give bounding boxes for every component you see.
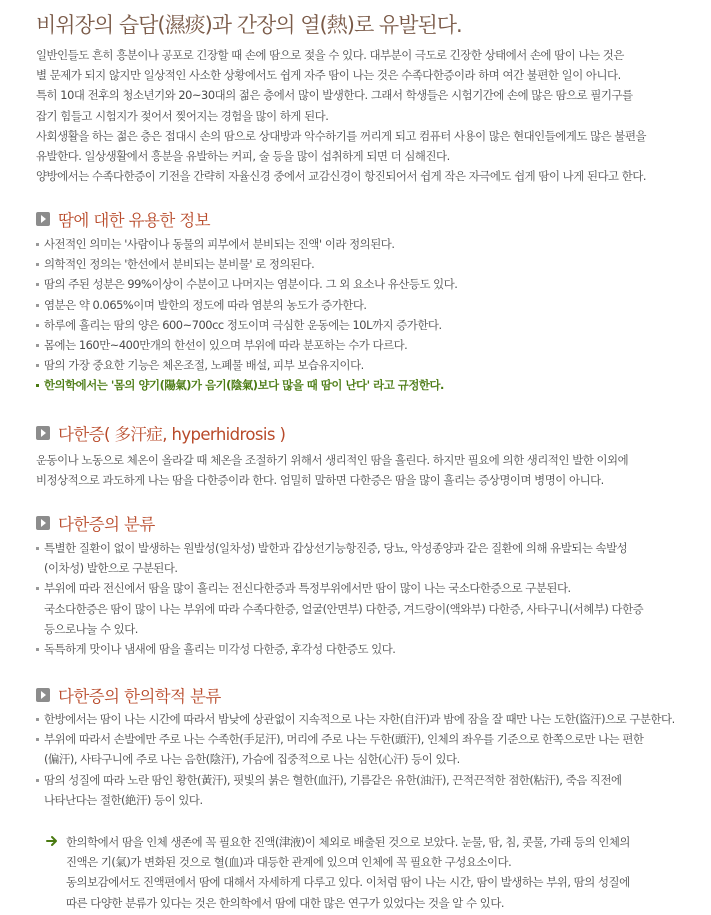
list-item-text: 땀의 가장 중요한 기능은 체온조절, 노폐물 배설, 피부 보습유지이다.: [44, 358, 364, 373]
bullet-icon: [36, 243, 39, 246]
play-box-icon: [36, 516, 50, 530]
intro-line: 일반인들도 흔히 흥분이나 공포로 긴장할 때 손에 땀으로 젖을 수 있다. 대부분이 극도로 긴장한 상태에서 손에 땀이 나는 것은: [36, 48, 624, 62]
list-item: [36, 639, 708, 659]
list-item: [36, 274, 708, 294]
list-item-text: 한의학에서는 '몸의 양기(陽氣)가 음기(陰氣)보다 많을 때 땀이 난다' 라고 규정한다.: [44, 378, 444, 393]
list-item-text: 의학적인 정의는 '한선에서 분비되는 분비물' 로 정의된다.: [44, 257, 315, 272]
list-item-text: 땀의 성질에 따라 노란 땀인 황한(黃汗), 핏빛의 붉은 혈한(血汗), 기름같은 유한(油汗), 끈적끈적한 점한(粘汗), 죽음 직전에: [44, 772, 622, 787]
list-item-text: 땀의 주된 성분은 99%이상이 수분이고 나머지는 염분이다. 그 외 요소나 유산등도 있다.: [44, 277, 458, 292]
list-item-text: 사전적인 의미는 '사람이나 동물의 피부에서 분비되는 진액' 이라 정의된다.: [44, 237, 395, 251]
bullet-icon: [36, 648, 39, 651]
note-line: 동의보감에서도 진액편에서 땀에 대해서 자세하게 다루고 있다. 이처럼 땀이 나는 시간, 땀이 발생하는 부위, 땀의 성질에: [66, 875, 630, 890]
section-sweat-info: [36, 207, 708, 396]
section-title: 다한증( 多汗症, hyperhidrosis ): [58, 425, 286, 444]
list-item: [36, 709, 708, 729]
summary-note: [46, 832, 696, 913]
intro-line: 유발한다. 일상생활에서 흥분을 유발하는 커피, 술 등을 많이 섭취하게 되면 더 심해진다.: [36, 148, 450, 163]
paragraph-line: 비정상적으로 과도하게 나는 땀을 다한증이라 한다. 엄밀히 말하면 다한증은 땀을 많이 흘리는 증상명이며 병명이 아니다.: [36, 473, 604, 488]
note-line: 한의학에서 땀을 인체 생존에 꼭 필요한 진액(津液)이 체외로 배출된 것으로 보았다. 눈물, 땀, 침, 콧물, 가래 등의 인체의: [66, 835, 630, 849]
intro-line: 잡기 힘들고 시험지가 젖어서 찢어지는 경험을 많이 하게 된다.: [36, 108, 329, 123]
play-box-icon: [36, 426, 50, 440]
list-item-text: 등으로나눌 수 있다.: [44, 621, 138, 636]
bullet-icon: [36, 587, 39, 590]
section-title: 땀에 대한 유용한 정보: [58, 211, 210, 230]
list-item-text: 국소다한증은 땀이 많이 나는 부위에 따라 수족다한증, 얼굴(안면부) 다한증, 겨드랑이(액와부) 다한증, 사타구니(서혜부) 다한증: [44, 601, 644, 616]
paragraph-line: 운동이나 노동으로 체온이 올라갈 때 체온을 조절하기 위해서 생리적인 땀을 흘린다. 하지만 필요에 의한 생리적인 발한 이외에: [36, 453, 629, 467]
section-classification: [36, 511, 708, 659]
list-item-text: (偏汗), 사타구니에 주로 나는 음한(陰汗), 가슴에 집중적으로 나는 심한(心汗) 등이 있다.: [44, 752, 460, 767]
bullet-icon: [36, 384, 39, 387]
list-item: [36, 234, 708, 254]
bullet-list: [36, 538, 708, 659]
list-item-text: 몸에는 160만~400만개의 한선이 있으며 부위에 따라 분포하는 수가 다르다.: [44, 337, 408, 352]
bullet-icon: [36, 738, 39, 741]
bullet-list: [36, 234, 708, 396]
list-item: [36, 295, 708, 315]
section-oriental-classification: [36, 683, 708, 810]
list-item-text: 염분은 약 0.065%이며 발한의 정도에 따라 염분의 농도가 증가한다.: [44, 297, 367, 312]
list-item: [36, 578, 708, 639]
section-heading: [36, 683, 708, 707]
list-item-text: 부위에 따라서 손발에만 주로 나는 수족한(手足汗), 머리에 주로 나는 두한(頭汗), 인체의 좌우를 기준으로 한쪽으로만 나는 편한: [44, 732, 644, 747]
list-item: [36, 729, 708, 769]
section-heading: [36, 421, 708, 445]
list-item: [36, 335, 708, 355]
bullet-icon: [36, 283, 39, 286]
list-item-text: 부위에 따라 전신에서 땀을 많이 흘리는 전신다한증과 특정부위에서만 땀이 많이 나는 국소다한증으로 구분된다.: [44, 581, 571, 596]
note-text: [66, 832, 696, 913]
list-item: [36, 315, 708, 335]
section-heading: [36, 207, 708, 231]
list-item: [36, 538, 708, 578]
section-heading: [36, 511, 708, 535]
list-item-text: (이차성) 발한으로 구분된다.: [44, 561, 178, 576]
bullet-icon: [36, 547, 39, 550]
bullet-icon: [36, 263, 39, 266]
list-item-text: 특별한 질환이 없이 발생하는 원발성(일차성) 발한과 갑상선기능항진증, 당뇨, 악성종양과 같은 질환에 의해 유발되는 속발성: [44, 541, 628, 555]
intro-line: 별 문제가 되지 않지만 일상적인 사소한 상황에서도 쉽게 자주 땀이 나는 것은 수족다한증이라 하며 여간 불편한 일이 아니다.: [36, 68, 621, 83]
page-title: 비위장의 습담(濕痰)과 간장의 열(熱)로 유발된다.: [36, 13, 462, 37]
bullet-icon: [36, 779, 39, 782]
bullet-icon: [36, 344, 39, 347]
note-line: 진액은 기(氣)가 변화된 것으로 혈(血)과 대등한 관계에 있으며 인체에 꼭 필요한 구성요소이다.: [66, 855, 512, 870]
bullet-icon: [36, 304, 39, 307]
list-item-text: 나타난다는 절한(絶汗) 등이 있다.: [44, 792, 203, 807]
bullet-list: [36, 709, 708, 810]
right-arrow-icon: [46, 834, 60, 848]
section-title: 다한증의 분류: [58, 515, 155, 534]
list-item-highlight: [36, 375, 708, 395]
section-paragraph: [36, 450, 708, 490]
bullet-icon: [36, 324, 39, 327]
list-item-text: 한방에서는 땀이 나는 시간에 따라서 밤낮에 상관없이 지속적으로 나는 자한(自汗)과 밤에 잠을 잘 때만 나는 도한(盜汗)으로 구분한다.: [44, 712, 675, 726]
play-box-icon: [36, 212, 50, 226]
list-item: [36, 770, 708, 810]
bullet-icon: [36, 364, 39, 367]
section-title: 다한증의 한의학적 분류: [58, 687, 221, 706]
bullet-icon: [36, 718, 39, 721]
list-item-text: 하루에 흘리는 땀의 양은 600~700cc 정도이며 극심한 운동에는 10L까지 증가한다.: [44, 317, 442, 332]
section-hyperhidrosis: [36, 421, 708, 490]
list-item-text: 독특하게 맛이나 냄새에 땀을 흘리는 미각성 다한증, 후각성 다한증도 있다.: [44, 641, 396, 656]
play-box-icon: [36, 688, 50, 702]
list-item: [36, 355, 708, 375]
intro-paragraph: [36, 45, 708, 186]
intro-line: 사회생활을 하는 젊은 층은 접대시 손의 땀으로 상대방과 악수하기를 꺼리게 되고 컴퓨터 사용이 많은 현대인들에게도 많은 불편을: [36, 128, 647, 143]
intro-line: 특히 10대 전후의 청소년기와 20~30대의 젊은 층에서 많이 발생한다. 그래서 학생들은 시험기간에 손에 많은 땀으로 필기구를: [36, 88, 633, 103]
intro-line: 양방에서는 수족다한증이 기전을 간략히 자율신경 중에서 교감신경이 항진되어서 쉽게 작은 자극에도 쉽게 땀이 나게 된다고 한다.: [36, 169, 647, 184]
list-item: [36, 254, 708, 274]
note-line: 따른 다양한 분류가 있다는 것은 한의학에서 땀에 대한 많은 연구가 있었다는 것을 알 수 있다.: [66, 895, 505, 910]
